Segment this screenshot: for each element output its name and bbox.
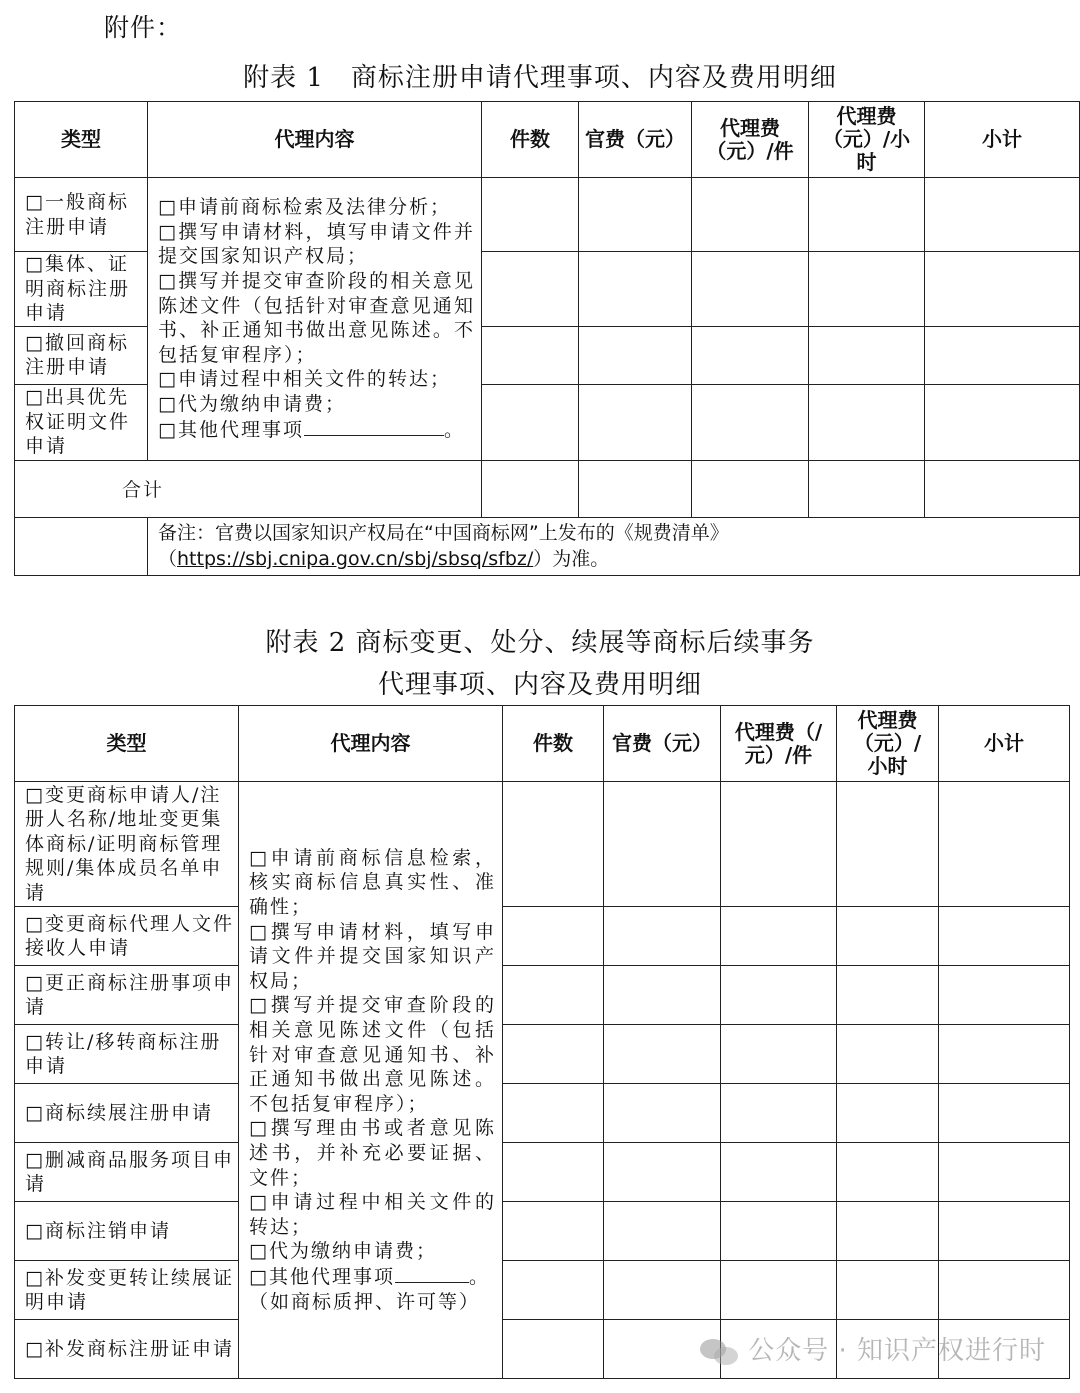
content-item: □申请过程中相关文件的转达； [158, 368, 451, 391]
header-type: 类型 [15, 706, 239, 782]
agency-fee-hour-cell[interactable] [837, 1025, 939, 1084]
official-fee-cell[interactable] [579, 384, 692, 460]
table-row [15, 1025, 1070, 1084]
header-agency-fee-per-hour: 代理费（元）/小时 [837, 706, 939, 782]
header-agency-fee-per-hour: 代理费（元）/小时 [809, 102, 925, 178]
type-cell: □补发变更转让续展证明申请 [15, 1261, 239, 1320]
type-cell: □更正商标注册事项申请 [15, 966, 239, 1025]
official-fee-cell[interactable] [579, 326, 692, 384]
count-cell[interactable] [503, 1025, 604, 1084]
count-cell[interactable] [503, 782, 604, 907]
type-cell: □变更商标申请人/注册人名称/地址变更集体商标/证明商标管理规则/集体成员名单申请 [15, 782, 239, 907]
note-row [15, 517, 1080, 575]
official-fee-cell[interactable] [579, 252, 692, 327]
subtotal-cell[interactable] [939, 1202, 1070, 1261]
table1 [14, 101, 1080, 576]
content-item: □撰写并提交审查阶段的相关意见陈述文件（包括针对审查意见通知书、补正通知书做出意见陈述。不包括复审程序）； [249, 994, 496, 1115]
wechat-icon [700, 1337, 740, 1367]
agency-content-cell [239, 782, 503, 1379]
official-fee-cell[interactable] [579, 178, 692, 252]
count-cell[interactable] [482, 252, 579, 327]
subtotal-cell[interactable] [939, 1261, 1070, 1320]
content-item: □撰写申请材料，填写申请文件并提交国家知识产权局； [158, 220, 475, 268]
subtotal-cell[interactable] [925, 252, 1080, 327]
count-cell[interactable] [503, 1261, 604, 1320]
table-row [15, 907, 1070, 966]
content-item: □申请前商标检索及法律分析； [158, 196, 451, 219]
subtotal-cell[interactable] [939, 1025, 1070, 1084]
agency-fee-case-cell[interactable] [721, 1025, 837, 1084]
subtotal-cell[interactable] [925, 326, 1080, 384]
agency-fee-hour-cell[interactable] [809, 384, 925, 460]
official-fee-cell[interactable] [604, 966, 721, 1025]
fill-blank[interactable] [395, 1264, 469, 1283]
table1-caption: 附表 1 商标注册申请代理事项、内容及费用明细 [243, 63, 837, 93]
count-cell[interactable] [503, 1084, 604, 1143]
official-fee-cell[interactable] [604, 1084, 721, 1143]
type-cell: □商标注销申请 [15, 1202, 239, 1261]
agency-fee-hour-cell[interactable] [837, 1202, 939, 1261]
subtotal-cell[interactable] [939, 907, 1070, 966]
official-fee-cell[interactable] [604, 782, 721, 907]
count-cell[interactable] [503, 1202, 604, 1261]
header-subtotal: 小计 [925, 102, 1080, 178]
fill-blank[interactable] [304, 417, 444, 436]
note-spacer [15, 517, 148, 575]
official-fee-total-cell[interactable] [579, 460, 692, 517]
agency-fee-case-cell[interactable] [692, 178, 809, 252]
official-fee-cell[interactable] [604, 1261, 721, 1320]
count-cell[interactable] [482, 326, 579, 384]
type-cell: □变更商标代理人文件接收人申请 [15, 907, 239, 966]
agency-fee-hour-total-cell[interactable] [809, 460, 925, 517]
agency-fee-case-cell[interactable] [721, 966, 837, 1025]
agency-fee-hour-cell[interactable] [837, 966, 939, 1025]
agency-fee-case-cell[interactable] [721, 1143, 837, 1202]
agency-fee-case-cell[interactable] [721, 782, 837, 907]
agency-fee-case-cell[interactable] [721, 1084, 837, 1143]
header-agency-fee-per-case: 代理费（元）/件 [692, 102, 809, 178]
note-prefix: 备注：官费以国家知识产权局在“中国商标网”上发布的《规费清单》（ [158, 522, 729, 570]
subtotal-cell[interactable] [925, 178, 1080, 252]
official-fee-cell[interactable] [604, 1202, 721, 1261]
agency-fee-case-cell[interactable] [721, 907, 837, 966]
content-item: □撰写理由书或者意见陈述书，并补充必要证据、文件； [249, 1117, 496, 1189]
content-item-note: （如商标质押、许可等） [249, 1290, 481, 1313]
attachment-label: 附件： [104, 13, 183, 42]
type-cell: □集体、证明商标注册申请 [15, 252, 148, 327]
watermark [700, 1330, 1046, 1367]
agency-fee-hour-cell[interactable] [809, 178, 925, 252]
count-cell[interactable] [503, 1320, 604, 1379]
table2-caption-line1: 附表 2 商标变更、处分、续展等商标后续事务 [265, 628, 815, 658]
type-cell: □转让/移转商标注册申请 [15, 1025, 239, 1084]
agency-fee-case-cell[interactable] [692, 326, 809, 384]
header-official-fee: 官费（元） [604, 706, 721, 782]
agency-fee-hour-cell[interactable] [809, 326, 925, 384]
content-item: □撰写并提交审查阶段的相关意见陈述文件（包括针对审查意见通知书、补正通知书做出意见陈述。不包括复审程序）； [158, 270, 475, 366]
note-suffix: ）为准。 [533, 548, 610, 570]
header-content: 代理内容 [148, 102, 482, 178]
subtotal-cell[interactable] [925, 384, 1080, 460]
table-row [15, 966, 1070, 1025]
content-end: 。 [443, 418, 465, 441]
header-count: 件数 [482, 102, 579, 178]
agency-fee-hour-cell[interactable] [837, 1143, 939, 1202]
table2 [14, 705, 1070, 1379]
header-count: 件数 [503, 706, 604, 782]
watermark-text: 公众号 · 知识产权进行时 [748, 1336, 1046, 1366]
agency-fee-case-cell[interactable] [721, 1261, 837, 1320]
count-total-cell[interactable] [482, 460, 579, 517]
content-item [158, 417, 475, 443]
count-cell[interactable] [503, 966, 604, 1025]
header-content: 代理内容 [239, 706, 503, 782]
content-item: □申请过程中相关文件的转达； [249, 1191, 496, 1238]
subtotal-cell[interactable] [939, 1143, 1070, 1202]
content-item: □申请前商标信息检索，核实商标信息真实性、准确性； [249, 846, 496, 919]
content-item: □代为缴纳申请费； [158, 393, 346, 416]
agency-fee-case-cell[interactable] [692, 252, 809, 327]
agency-fee-hour-cell[interactable] [837, 1261, 939, 1320]
total-row [15, 460, 1080, 517]
agency-fee-hour-cell[interactable] [809, 252, 925, 327]
content-item [249, 1264, 496, 1290]
content-end: 。 [468, 1265, 490, 1288]
table-row [15, 1261, 1070, 1320]
subtotal-total-cell[interactable] [925, 460, 1080, 517]
content-item: □撰写申请材料，填写申请文件并提交国家知识产权局； [249, 920, 496, 992]
count-cell[interactable] [482, 384, 579, 460]
content-item: □代为缴纳申请费； [249, 1240, 437, 1263]
official-fee-cell[interactable] [604, 907, 721, 966]
header-type: 类型 [15, 102, 148, 178]
type-cell: □出具优先权证明文件申请 [15, 384, 148, 460]
agency-fee-case-cell[interactable] [692, 384, 809, 460]
official-fee-cell[interactable] [604, 1143, 721, 1202]
count-cell[interactable] [482, 178, 579, 252]
table-row [15, 1084, 1070, 1143]
table-row [15, 1143, 1070, 1202]
content-item-other: □其他代理事项 [249, 1265, 395, 1288]
type-cell: □一般商标注册申请 [15, 178, 148, 252]
subtotal-cell[interactable] [939, 782, 1070, 907]
agency-fee-hour-cell[interactable] [837, 907, 939, 966]
table1-header-row [15, 102, 1080, 178]
agency-fee-hour-cell[interactable] [837, 782, 939, 907]
header-agency-fee-per-case: 代理费（/元）/件 [721, 706, 837, 782]
table2-caption-line2: 代理事项、内容及费用明细 [377, 670, 702, 700]
count-cell[interactable] [503, 907, 604, 966]
subtotal-cell[interactable] [939, 966, 1070, 1025]
agency-fee-case-cell[interactable] [721, 1202, 837, 1261]
total-label: 合计 [15, 460, 482, 517]
header-official-fee: 官费（元） [579, 102, 692, 178]
table2-header-row [15, 706, 1070, 782]
agency-fee-hour-cell[interactable] [837, 1084, 939, 1143]
table-row [15, 178, 1080, 252]
type-cell: □商标续展注册申请 [15, 1084, 239, 1143]
agency-fee-case-total-cell[interactable] [692, 460, 809, 517]
type-cell: □补发商标注册证申请 [15, 1320, 239, 1379]
content-item-other: □其他代理事项 [158, 418, 304, 441]
note-cell [148, 517, 1080, 575]
official-fee-cell[interactable] [604, 1025, 721, 1084]
agency-content-cell [148, 178, 482, 461]
table-row [15, 782, 1070, 907]
note-link[interactable]: https://sbj.cnipa.gov.cn/sbj/sbsq/sfbz/ [177, 548, 534, 570]
header-subtotal: 小计 [939, 706, 1070, 782]
type-cell: □撤回商标注册申请 [15, 326, 148, 384]
type-cell: □删减商品服务项目申请 [15, 1143, 239, 1202]
subtotal-cell[interactable] [939, 1084, 1070, 1143]
table-row [15, 1202, 1070, 1261]
count-cell[interactable] [503, 1143, 604, 1202]
